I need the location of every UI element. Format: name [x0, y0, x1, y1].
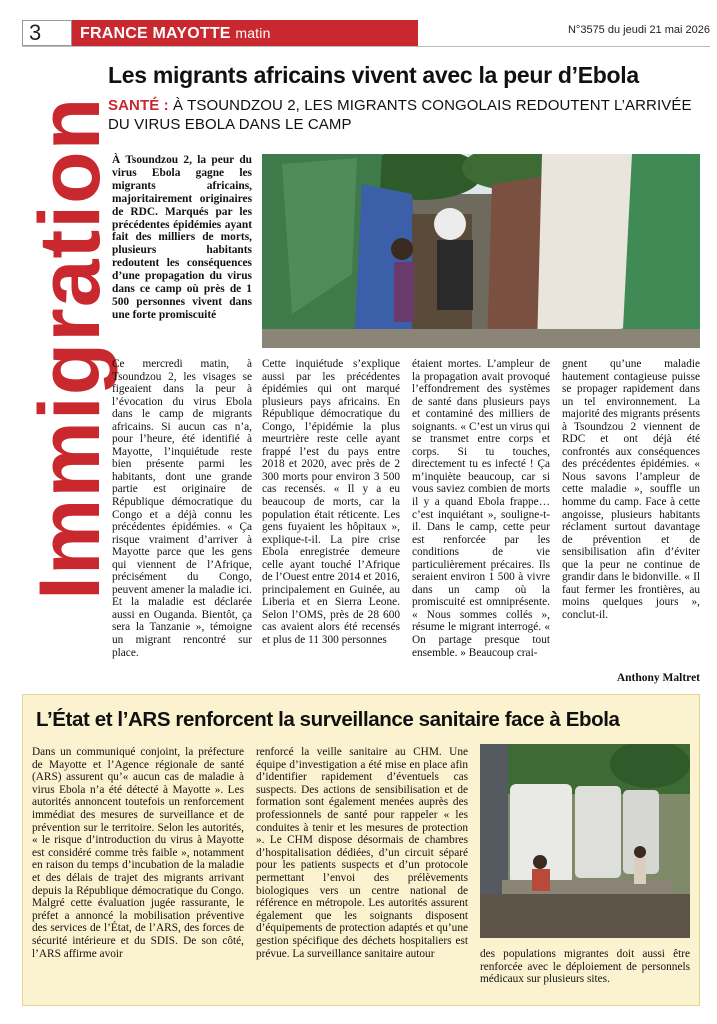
box-title: L’État et l’ARS renforcent la surveillance sanitaire face à Ebola — [36, 708, 620, 731]
article-title: Les migrants africains vivent avec la peur d’Ebola — [108, 62, 639, 88]
camp-photo — [262, 154, 700, 348]
subtitle-text: À TSOUNDZOU 2, LES MIGRANTS CONGOLAIS REDOUTENT L’ARRIVÉE DU VIRUS EBOLA DANS LE CAMP — [108, 97, 692, 133]
box-column-2: renforcé la veille sanitaire au CHM. Une équipe d’investigation a été mise en place afin d’identifier rapidement d’éventuels cas suspects. Des actions de sensibilisation et de formation sont également menées auprès des professionnels de santé pour rappeler « les conduites à tenir et les mesures de protection ». Le CHM dispose désormais de chambres d’hospitalisation dédiées, d’un circuit séparé pour les patients suspects et d’un protocole permettant l’envoi des prélèvements biologiques vers un centre national de référence en métropole. Les autorités assurent également que les soignants disposent d’équipements de protection adaptés et qu’une gestion spécifique des déchets hospitaliers est prévue. La surveillance sanitaire autour — [256, 746, 468, 960]
water-tanks-illustration — [480, 744, 690, 938]
camp-photo-illustration — [262, 154, 700, 348]
byline: Anthony Maltret — [616, 672, 700, 684]
issue-line: N°3575 du jeudi 21 mai 2026 — [567, 24, 710, 36]
section-rubric: Immigration — [22, 96, 118, 600]
subtitle-label: SANTÉ : — [108, 97, 169, 114]
article-lede: À Tsoundzou 2, la peur du virus Ebola gagne les migrants africains, majoritairement originaires de RDC. Marqués par les précédentes épidémies ayant fait des milliers de morts, plusieurs habitants redoutent les conséquences d’une propagation du virus dans ce camp où près de 1 500 personnes vivent dans une forte promiscuité — [112, 154, 252, 321]
header-rule — [22, 46, 710, 47]
body-column-1: Ce mercredi matin, à Tsoundzou 2, les visages se figeaient dans la peur à l’évocation du virus Ebola dans le camp de migrants africains. Si aucun cas n’a, pour l’heure, été identifié à Mayotte, l’inquiétude reste bien présente parmi les habitants, dont une grande partie est originaire de République démocratique du Congo et a déjà connu les précédentes épidémies. « Ça risque vraiment d’arriver à Mayotte parce que les gens qui viennent de l’Afrique, précisément du Congo, peuvent amener la maladie ici. Et la maladie est déclarée aussi en Ouganda. Bientôt, ça sera la Tanzanie », témoigne un migrant rencontré sur place. — [112, 358, 252, 659]
body-column-3: étaient mortes. L’ampleur de la propagation avait provoqué l’effondrement des systèmes de santé dans plusieurs pays et contaminé des milliers de soignants. « C’est un virus qui se transmet entre corps et corps. Si tu touches, directement tu es infecté ! Ça m’inquiète beaucoup, car si vous saviez combien de morts il y a quand Ebola frappe… c’est inquiétant », souligne-t-il. Dans le camp, cette peur est renforcée par les conditions de vie particulièrement précaires. Ils seraient environ 1 500 à vivre dans un camp où la promiscuité est omniprésente. « Nous sommes collés », résume le migrant interrogé. « On partage presque tout ensemble. » Beaucoup crai- — [412, 358, 550, 659]
article-subtitle — [108, 96, 708, 134]
paper-name: FRANCE MAYOTTE — [80, 25, 231, 42]
masthead — [72, 20, 418, 46]
body-column-4: gnent qu’une maladie hautement contagieuse puisse se propager rapidement dans un tel environnement. La majorité des migrants présents à Tsoundzou 2 viennent de RDC et ont déjà été confrontés aux conséquences des précédentes épidémies. « Nous savons l’ampleur de cette maladie », souffle un homme du camp. Face à cette angoisse, plusieurs habitants réclament surtout davantage de prévention et de sensibilisation afin d’éviter que la peur ne continue de grandir dans le bidonville. « Il faut fermer les frontières, au moins quelques jours », conclut-il. — [562, 358, 700, 621]
body-column-2: Cette inquiétude s’explique aussi par les précédentes épidémies qui ont marqué plusieurs pays africains. En République démocratique du Congo, l’épidémie la plus meurtrière reste celle ayant frappé l’est du pays entre 2018 et 2020, avec près de 2 300 morts pour environ 3 500 cas recensés. « Il y a eu beaucoup de morts, car la population était réticente. Les gens fuyaient les hôpitaux », explique-t-il. La pire crise Ebola enregistrée demeure celle ayant touché l’Afrique de l’Ouest entre 2014 et 2016, principalement en Guinée, au Liberia et en Sierra Leone. Selon l’OMS, près de 28 600 cas avaient alors été recensés et plus de 11 300 personnes — [262, 358, 400, 647]
box-column-1: Dans un communiqué conjoint, la préfecture de Mayotte et l’Agence régionale de santé (ARS) assurent qu’« aucun cas de maladie à virus Ebola n’a été détecté à Mayotte ». Les autorités annoncent toutefois un renforcement immédiat des mesures de surveillance et de prévention sur le territoire. Selon les autorités, « le risque d’introduction du virus à Mayotte est considéré comme très faible », notamment en raison du temps d’incubation de la maladie et des délais de trajet des migrants arrivant depuis la République démocratique du Congo. Malgré cette évaluation jugée rassurante, le préfet a annoncé la mobilisation préventive des services de l’État, de l’ARS, des forces de sécurité intérieure et du SDIS. De son côté, l’ARS affirme avoir — [32, 746, 244, 960]
paper-edition: matin — [235, 25, 271, 41]
page-number: 3 — [22, 20, 72, 46]
water-tanks-photo — [480, 744, 690, 938]
box-column-3: des populations migrantes doit aussi être renforcée avec le déploiement de personnels médicaux sur plusieurs sites. — [480, 948, 690, 986]
